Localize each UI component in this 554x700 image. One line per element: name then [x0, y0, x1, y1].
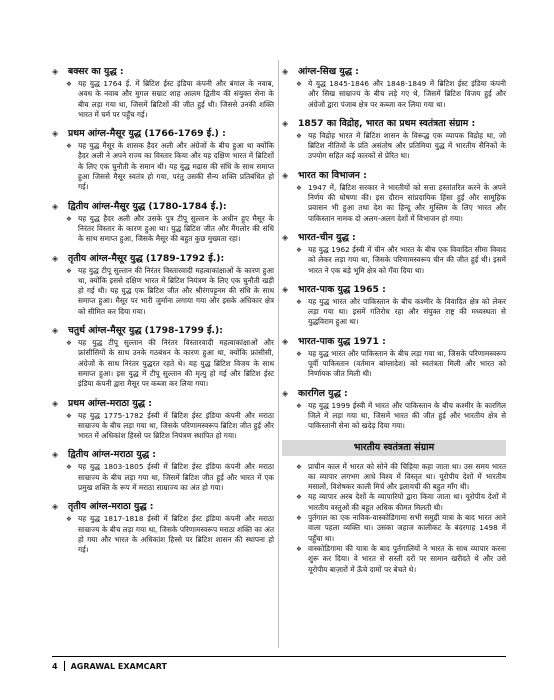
- topic-heading: ◈ बक्सर का युद्ध :: [52, 66, 274, 78]
- topic-first-anglo-maratha: [52, 398, 274, 442]
- topic-fourth-anglo-mysore: [52, 325, 274, 389]
- topic-point: ❖ यह युद्ध हैदर अली और उसके पुत्र टीपू सुल्तान के अधीन हुए मैसूर के निरंतर विस्तार के कारण हुआ था। युद्ध ब्रिटिश जीत और मैंगलोर की संधि के साथ समाप्त हुआ, जिसके मैसूर की बहुत कुछ मुख्यता रहा।: [52, 214, 274, 245]
- topic-point: ❖ यह युद्ध भारत और पाकिस्तान के बीच कश्मीर के विवादित क्षेत्र को लेकर लड़ा गया था। इसमें गतिरोध रहा और संयुक्त राष्ट्र की मध्यस्थता से युद्धविराम हुआ था।: [282, 297, 506, 328]
- topic-point: ❖ यह युद्ध टीपू सुल्तान की निरंतर विस्तारवादी महत्वाकांक्षाओं के कारण हुआ था, क्योंकि इससे दक्षिण भारत में ब्रिटिश नियंत्रण के लिए एक चुनौती खड़ी हो गई थी। यह युद्ध एक ब्रिटिश जीत और श्रीरंगपट्टनम की संधि के साथ समाप्त हुआ। मैसूर पर भारी जुर्माना लगाया गया और इसके अधिकार क्षेत्र को सीमित कर दिया गया।: [52, 266, 274, 317]
- topic-1857-revolt: [282, 118, 506, 162]
- topic-indo-pak-1965: [282, 284, 506, 328]
- topic-heading: ◈ 1857 का विद्रोह, भारत का प्रथम स्वतंत्रता संग्राम :: [282, 118, 506, 130]
- topic-heading: ◈ भारत का विभाजन :: [282, 170, 506, 182]
- topic-kargil: [282, 388, 506, 432]
- section-point: ❖ प्राचीन काल में भारत को सोने की चिड़िया कहा जाता था। उस समय भारत का व्यापार लगभग आधे विश्व में विस्तृत था। यूरोपीय देशों में भारतीय मसालों, विशेषकर काली मिर्च और इलायची की बहुत माँग थी।: [282, 462, 506, 493]
- topic-point: ❖ यह युद्ध 1999 ईस्वी में भारत और पाकिस्तान के बीच कश्मीर के कारगिल जिले में लड़ा गया था, जिसमें भारत की जीत हुई और भारतीय क्षेत्र से पाकिस्तानी सेना को खदेड़ दिया गया।: [282, 401, 506, 432]
- topic-heading: ◈ प्रथम आंग्ल-मैसूर युद्ध (1766-1769 ई.) :: [52, 128, 274, 140]
- topic-anglo-sikh: [282, 66, 506, 110]
- topic-point: ❖ ये युद्ध 1845-1846 और 1848-1849 में ब्रिटिश ईस्ट इंडिया कंपनी और सिख साम्राज्य के बीच लड़े गए थे, जिसमें ब्रिटिश विजय हुई और अंग्रेजों द्वारा पंजाब क्षेत्र पर कब्जा कर लिया गया था।: [282, 79, 506, 110]
- topic-heading: ◈ चतुर्थ आंग्ल-मैसूर युद्ध (1798-1799 ई.):: [52, 325, 274, 337]
- section-point: ❖ वास्कोडिगामा की यात्रा के बाद पुर्तगालियों ने भारत के साथ व्यापार करना शुरू कर दिया। वे भारत से सस्ती दरों पर सामान खरीदते थे और उसे यूरोपीय बाज़ारों में ऊँचे दामों पर बेचते थे।: [282, 544, 506, 575]
- topic-heading: ◈ द्वितीय आंग्ल-मराठा युद्ध :: [52, 449, 274, 461]
- topic-heading: ◈ द्वितीय आंग्ल-मैसूर युद्ध (1780-1784 ई.):: [52, 201, 274, 213]
- topic-heading: ◈ आंग्ल-सिख युद्ध :: [282, 66, 506, 78]
- topic-heading: ◈ तृतीय आंग्ल-मराठा युद्ध :: [52, 501, 274, 513]
- topic-heading: ◈ तृतीय आंग्ल-मैसूर युद्ध (1789-1792 ई.):: [52, 253, 274, 265]
- topic-point: ❖ यह युद्ध 1962 ईस्वी में चीन और भारत के बीच एक विवादित सीमा विवाद को लेकर लड़ा गया था, जिसके परिणामस्वरूप चीन की जीत हुई थी। इसमें भारत ने एक बड़े भूमि क्षेत्र को गँवा दिया था।: [282, 245, 506, 276]
- topic-heading: ◈ भारत-पाक युद्ध 1971 :: [282, 336, 506, 348]
- section-point: ❖ यह व्यापार अरब देशों के व्यापारियों द्वारा किया जाता था। यूरोपीय देशों में भारतीय वस्तुओं की बहुत अधिक कीमत मिलती थी।: [282, 492, 506, 513]
- right-column: [282, 66, 506, 575]
- topic-heading: ◈ कारगिल युद्ध :: [282, 388, 506, 400]
- column-divider: [278, 60, 279, 648]
- topic-third-anglo-maratha: [52, 501, 274, 555]
- topic-second-anglo-maratha: [52, 449, 274, 493]
- left-column: [52, 66, 274, 564]
- topic-third-anglo-mysore: [52, 253, 274, 317]
- topic-partition: [282, 170, 506, 224]
- topic-point: ❖ यह युद्ध भारत और पाकिस्तान के बीच लड़ा गया था, जिसके परिणामस्वरूप पूर्वी पाकिस्तान (वर्तमान बांग्लादेश) को स्वतंत्रता मिली और भारत को निर्णायक जीत मिली थी।: [282, 349, 506, 380]
- topic-heading: ◈ भारत-चीन युद्ध :: [282, 232, 506, 244]
- section-point: ❖ पुर्तगाल का एक नाविक-वास्कोडिगामा सभी समुद्री यात्रा के बाद भारत आने वाला पहला व्यक्ति था। उसका जहाज कालीकट के बंदरगाह 1498 में पहुँचा था।: [282, 513, 506, 544]
- topic-point: ❖ यह युद्ध 1817-1818 ईस्वी में ब्रिटिश ईस्ट इंडिया कंपनी और मराठा साम्राज्य के बीच लड़ा गया था, जिसके परिणामस्वरूप मराठा शक्ति का अंत हो गया और भारत के अधिकांश हिस्से पर ब्रिटिश शासन की स्थापना हो गई।: [52, 514, 274, 555]
- topic-point: ❖ यह युद्ध 1764 ई. में ब्रिटिश ईस्ट इंडिया कंपनी और बंगाल के नवाब, अवध के नवाब और मुगल सम्राट शाह आलम द्वितीय की संयुक्त सेना के बीच लड़ा गया था, जिसमें ब्रिटिशों की जीत हुई थी। जिससे उनकी शक्ति भारत में चर्म पर पहुँच गई।: [52, 79, 274, 120]
- topic-point: ❖ यह विद्रोह भारत में ब्रिटिश शासन के विरूद्ध एक व्यापक विद्रोह था, जो ब्रिटिश नीतियों के प्रति असंतोष और प्रतिमिया युद्ध में भारतीय सैनिकों के उपयोग सहित कई कारकों से प्रेरित था।: [282, 131, 506, 162]
- page-footer: [52, 656, 506, 673]
- topic-second-anglo-mysore: [52, 201, 274, 245]
- topic-point: ❖ यह युद्ध 1775-1782 ईस्वी में ब्रिटिश ईस्ट इंडिया कंपनी और मराठा साम्राज्य के बीच लड़ा गया था, जिसके परिणामस्वरूप ब्रिटिश जीत हुई और भारत में अधिकांश हिस्से पर ब्रिटिश नियंत्रण स्थापित हो गया।: [52, 411, 274, 442]
- topic-point: ❖ 1947 में, ब्रिटिश सरकार ने भारतीयों को सत्ता हस्तांतरित करने के अपने निर्णय की घोषणा की। इस दौरान सांप्रदायिक हिंसा हुई और सामूहिक प्रवासन भी हुआ तथा देश का हिन्दू और मुस्लिम के लिए भारत और पाकिस्तान नामक दो अलग-अलग देशों में विभाजन हो गया।: [282, 183, 506, 224]
- topic-india-china-war: [282, 232, 506, 276]
- publisher-brand: AGRAWAL EXAMCART: [70, 661, 167, 671]
- topic-point: ❖ यह युद्ध टीपू सुल्तान की निरंतर विस्तारवादी महत्वाकांक्षाओं और फ्रांसीसियों के साथ उनके गठबंधन के कारण हुआ था, क्योंकि फ्रांसीसी, अंग्रेजों के साथ निरंतर युद्धरत रहते थे। यह युद्ध ब्रिटिश विजय के साथ समाप्त हुआ। इस युद्ध में टीपू सुल्तान की मृत्यु हो गई और ब्रिटिश ईस्ट इंडिया कंपनी द्वारा मैसूर पर कब्जा कर लिया गया।: [52, 338, 274, 389]
- topic-indo-pak-1971: [282, 336, 506, 380]
- footer-separator: [64, 661, 65, 671]
- topic-first-anglo-mysore: [52, 128, 274, 192]
- page-number: 4: [52, 661, 58, 671]
- topic-heading: ◈ भारत-पाक युद्ध 1965 :: [282, 284, 506, 296]
- section-points: [282, 462, 506, 575]
- topic-heading: ◈ प्रथम आंग्ल-मराठा युद्ध :: [52, 398, 274, 410]
- section-title-bar: भारतीय स्वतंत्रता संग्राम: [282, 440, 506, 456]
- topic-point: ❖ यह युद्ध 1803-1805 ईस्वी में ब्रिटिश ईस्ट इंडिया कंपनी और मराठा साम्राज्य के बीच लड़ा गया था, जिसमें ब्रिटिश जीत हुई और भारत में एक प्रमुख शक्ति के रूप में मराठा साम्राज्य का अंत हो गया।: [52, 462, 274, 493]
- topic-point: ❖ यह युद्ध मैसूर के शासक हैदर अली और अंग्रेजों के बीच हुआ था क्योंकि हैदर अली ने अपने राज्य का विस्तार किया और यह दक्षिण भारत में ब्रिटिशों के लिए एक चुनौती के समान थी। यह युद्ध मद्रास की संधि के साथ समाप्त हुआ जिससे मैसूर स्वतंत्र हो गया, परंतु उसकी सैन्य शक्ति प्रतिबंधित हो गई।: [52, 141, 274, 192]
- topic-buxar: [52, 66, 274, 120]
